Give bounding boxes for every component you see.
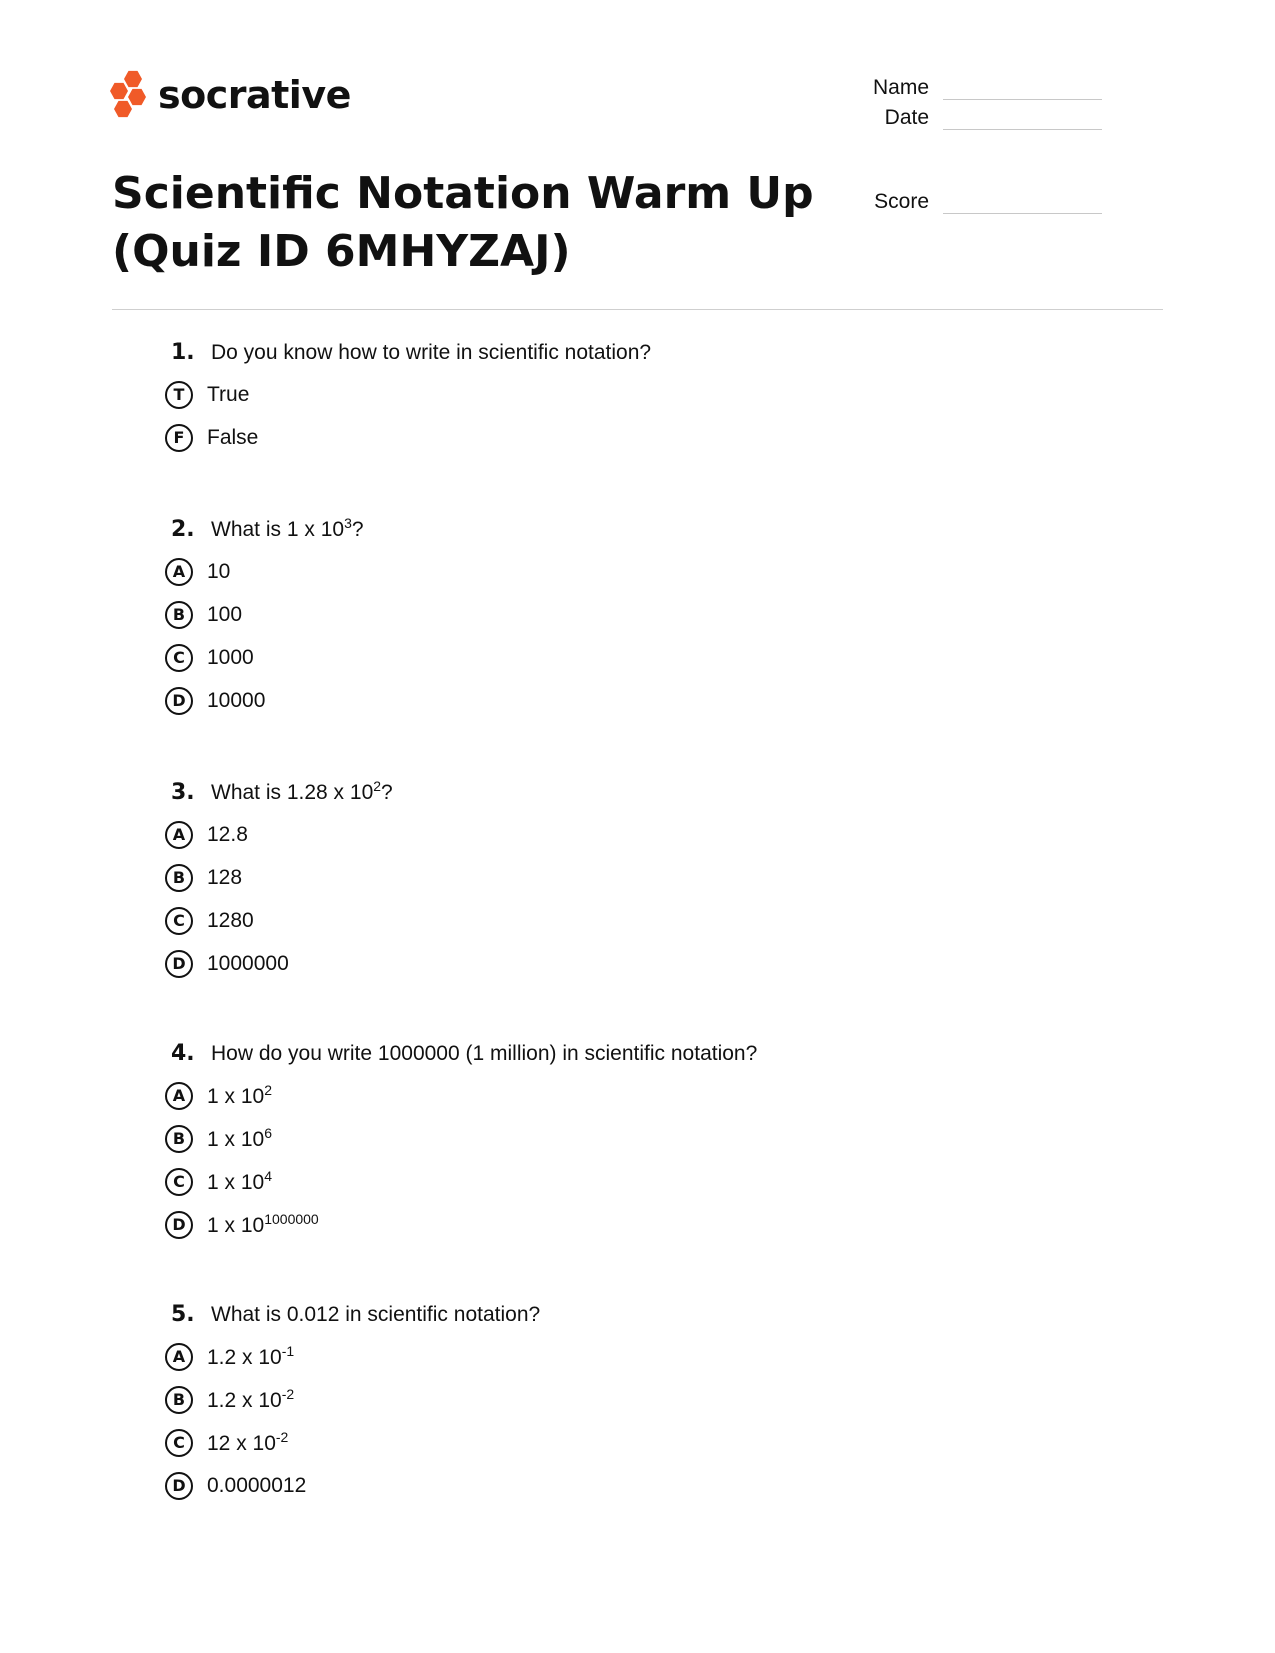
socrative-logo: [110, 70, 351, 120]
question-number: 1.: [171, 340, 195, 365]
option-c[interactable]: [165, 636, 1065, 679]
option-text: 1280: [207, 908, 254, 932]
option-text: 1 x $10^{1000000}$: [207, 1211, 319, 1237]
answer-bubble[interactable]: B: [165, 601, 193, 629]
name-field[interactable]: [862, 76, 1102, 100]
option-false[interactable]: [165, 416, 1065, 459]
option-d[interactable]: [165, 679, 1065, 722]
name-line[interactable]: [943, 79, 1102, 100]
answer-bubble[interactable]: C: [165, 907, 193, 935]
option-text: 1000: [207, 645, 254, 669]
answer-bubble[interactable]: C: [165, 1429, 193, 1457]
option-text: 10: [207, 559, 231, 583]
answer-bubble[interactable]: C: [165, 644, 193, 672]
question-3: [165, 778, 1065, 985]
option-b[interactable]: [165, 1378, 1065, 1421]
answer-bubble[interactable]: T: [165, 381, 193, 409]
question-4: [165, 1041, 1065, 1246]
answer-bubble[interactable]: A: [165, 1082, 193, 1110]
answer-bubble[interactable]: D: [165, 687, 193, 715]
answer-bubble[interactable]: D: [165, 1211, 193, 1239]
option-c[interactable]: [165, 1421, 1065, 1464]
question-1: [165, 340, 1065, 459]
question-text: What is 1.28 x $10^2$?: [211, 778, 393, 804]
question-text: What is 0.012 in scientific notation?: [211, 1303, 541, 1326]
option-a[interactable]: [165, 813, 1065, 856]
option-text: 12.8: [207, 822, 248, 846]
option-text: True: [207, 382, 250, 406]
option-text: 1 x $10^2$: [207, 1082, 273, 1108]
answer-bubble[interactable]: D: [165, 1472, 193, 1500]
header-divider: [112, 309, 1163, 310]
question-2: [165, 515, 1065, 722]
title-line-1: Scientific Notation Warm Up: [112, 168, 814, 219]
question-text: What is 1 x $10^3$?: [211, 515, 364, 541]
option-a[interactable]: [165, 550, 1065, 593]
answer-bubble[interactable]: B: [165, 1386, 193, 1414]
option-a[interactable]: [165, 1074, 1065, 1117]
option-a[interactable]: [165, 1335, 1065, 1378]
answer-bubble[interactable]: A: [165, 1343, 193, 1371]
option-text: 12 x $10^{-2}$: [207, 1429, 289, 1455]
page-title: [112, 165, 872, 281]
option-text: False: [207, 425, 259, 449]
option-text: 1.2 x $10^{-2}$: [207, 1386, 295, 1412]
answer-bubble[interactable]: C: [165, 1168, 193, 1196]
option-d[interactable]: [165, 1203, 1065, 1246]
date-label: Date: [884, 106, 930, 129]
date-line[interactable]: [943, 109, 1102, 130]
score-field[interactable]: [862, 190, 1102, 214]
answer-bubble[interactable]: A: [165, 558, 193, 586]
option-c[interactable]: [165, 899, 1065, 942]
question-list: [165, 340, 1065, 1563]
option-b[interactable]: [165, 593, 1065, 636]
question-text: How do you write 1000000 (1 million) in scientific notation?: [211, 1042, 758, 1065]
answer-bubble[interactable]: D: [165, 950, 193, 978]
answer-bubble[interactable]: F: [165, 424, 193, 452]
name-label: Name: [873, 76, 930, 99]
option-text: 10000: [207, 688, 266, 712]
brand-name: socrative: [158, 73, 351, 117]
option-text: 1.2 x $10^{-1}$: [207, 1343, 295, 1369]
option-d[interactable]: [165, 1464, 1065, 1507]
option-text: 1 x $10^6$: [207, 1125, 273, 1151]
option-b[interactable]: [165, 856, 1065, 899]
question-number: 4.: [171, 1041, 195, 1066]
answer-bubble[interactable]: B: [165, 1125, 193, 1153]
title-line-2: (Quiz ID 6MHYZAJ): [112, 226, 571, 277]
option-b[interactable]: [165, 1117, 1065, 1160]
option-c[interactable]: [165, 1160, 1065, 1203]
student-info-fields: [862, 76, 1102, 220]
option-text: 0.0000012: [207, 1473, 307, 1497]
option-text: 1000000: [207, 951, 289, 975]
question-number: 2.: [171, 517, 195, 542]
score-label: Score: [874, 190, 930, 213]
answer-bubble[interactable]: A: [165, 821, 193, 849]
option-text: 128: [207, 865, 243, 889]
hexagon-logo-icon: [110, 70, 150, 120]
option-d[interactable]: [165, 942, 1065, 985]
question-text: Do you know how to write in scientific notation?: [211, 341, 652, 364]
question-number: 3.: [171, 780, 195, 805]
option-true[interactable]: [165, 373, 1065, 416]
score-line[interactable]: [943, 193, 1102, 214]
option-text: 1 x $10^4$: [207, 1168, 273, 1194]
answer-bubble[interactable]: B: [165, 864, 193, 892]
option-text: 100: [207, 602, 243, 626]
question-number: 5.: [171, 1302, 195, 1327]
date-field[interactable]: [862, 106, 1102, 130]
question-5: [165, 1302, 1065, 1507]
